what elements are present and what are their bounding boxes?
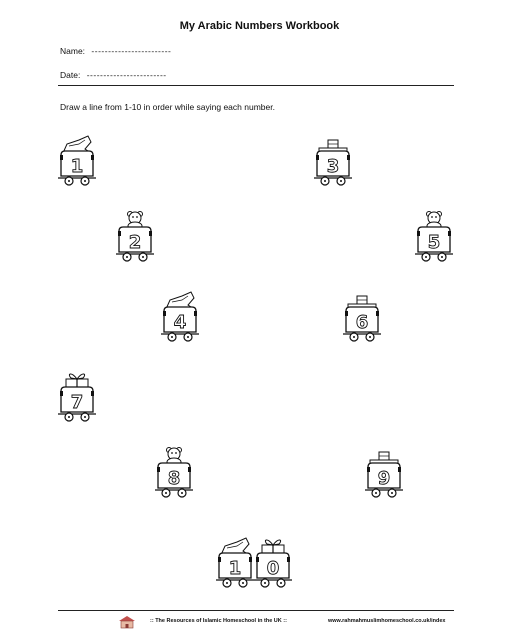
- train-car-3[interactable]: [311, 132, 355, 188]
- footer-url[interactable]: www.rahmahmuslimhomeschool.co.uk/index: [328, 618, 446, 624]
- car-number: 8: [167, 468, 181, 489]
- date-field: [60, 70, 167, 80]
- car-number: 6: [355, 312, 369, 333]
- header-divider: [58, 85, 454, 86]
- wheel-hub: [264, 582, 266, 584]
- car-number: 2: [128, 232, 142, 253]
- wheel-hub: [226, 582, 228, 584]
- page-title: My Arabic Numbers Workbook: [179, 20, 340, 32]
- name-field: [60, 46, 171, 56]
- wheel-hub: [142, 256, 144, 258]
- wheel-hub: [375, 492, 377, 494]
- instruction-text: Draw a line from 1-10 in order while saying each number.: [60, 102, 275, 112]
- train-car-8[interactable]: [152, 444, 196, 500]
- wheel-hub: [68, 416, 70, 418]
- name-blank[interactable]: ------------------------: [91, 46, 172, 56]
- wheel-hub: [353, 336, 355, 338]
- wheel-hub: [187, 336, 189, 338]
- wheel-hub: [171, 336, 173, 338]
- wheel-hub: [165, 492, 167, 494]
- footer: [0, 612, 519, 636]
- train-car-7[interactable]: [55, 368, 99, 424]
- footer-divider: [58, 610, 454, 611]
- wheel-hub: [280, 582, 282, 584]
- wheel-hub: [441, 256, 443, 258]
- wheel-hub: [391, 492, 393, 494]
- wheel-hub: [68, 180, 70, 182]
- wheel-hub: [126, 256, 128, 258]
- car-number: 1: [70, 156, 84, 177]
- house-logo-icon: [118, 615, 136, 629]
- wheel-hub: [84, 416, 86, 418]
- car-number: 5: [427, 232, 441, 253]
- train-car-1[interactable]: [55, 132, 99, 188]
- footer-tagline: :: The Resources of Islamic Homeschool in the UK ::: [150, 618, 287, 624]
- train-car-2[interactable]: [113, 208, 157, 264]
- car-number: 0: [266, 558, 280, 579]
- car-number: 4: [173, 312, 187, 333]
- car-number: 3: [326, 156, 340, 177]
- train-car-6[interactable]: [340, 288, 384, 344]
- wheel-hub: [369, 336, 371, 338]
- train-car-4[interactable]: [158, 288, 202, 344]
- wheel-hub: [84, 180, 86, 182]
- car-number: 1: [228, 558, 242, 579]
- wheel-hub: [242, 582, 244, 584]
- train-car-10-second[interactable]: [251, 534, 295, 590]
- car-number: 7: [70, 392, 84, 413]
- car-number: 9: [377, 468, 391, 489]
- wheel-hub: [340, 180, 342, 182]
- train-car-5[interactable]: [412, 208, 456, 264]
- wheel-hub: [324, 180, 326, 182]
- date-blank[interactable]: ------------------------: [86, 70, 167, 80]
- wheel-hub: [181, 492, 183, 494]
- train-car-9[interactable]: [362, 444, 406, 500]
- wheel-hub: [425, 256, 427, 258]
- date-label: Date:: [60, 70, 81, 80]
- name-label: Name:: [60, 46, 86, 56]
